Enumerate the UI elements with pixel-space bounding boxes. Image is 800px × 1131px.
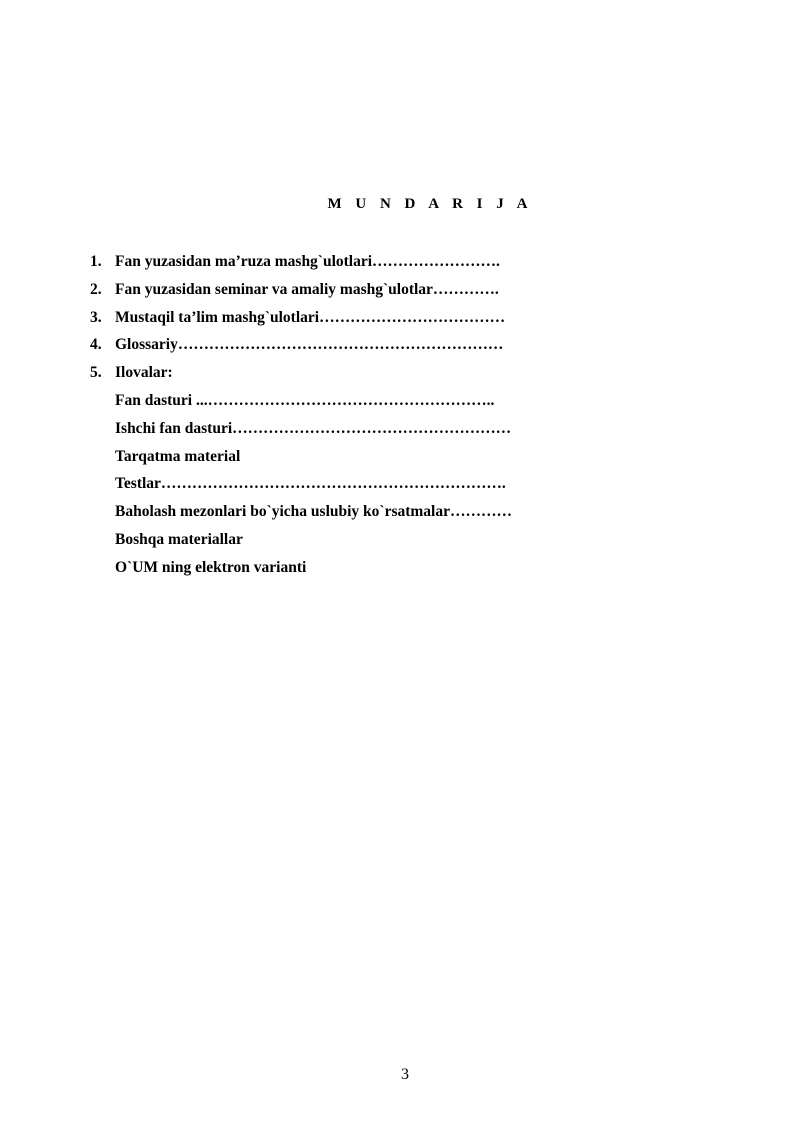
toc-subitem-text: O`UM ning elektron varianti [115, 558, 307, 576]
toc-item-number: 1. [90, 253, 102, 270]
toc-subitem-text: Testlar…………………………………………………………. [115, 475, 506, 493]
toc-item-text: Ilovalar: [115, 364, 173, 382]
toc-subitem-tarqatma-material [90, 447, 650, 475]
toc-item-number: 2. [90, 280, 102, 298]
toc-item-2 [90, 280, 650, 308]
toc-subitem-ishchi-fan-dasturi [90, 419, 650, 447]
toc-subitem-testlar [90, 474, 650, 502]
toc-item-text: Fan yuzasidan ma’ruza mashg`ulotlari……………………. [115, 253, 500, 270]
toc-subitem-text: Baholash mezonlari bo`yicha uslubiy ko`rsatmalar………… [115, 503, 512, 521]
toc-item-text: Glossariy……………………………………………………… [115, 336, 504, 354]
toc-item-number: 3. [90, 308, 102, 326]
toc-subitem-baholash-mezonlari [90, 502, 650, 530]
page-number: 3 [401, 1066, 409, 1083]
toc-item-1 [90, 252, 650, 280]
toc-subitem-text: Ishchi fan dasturi……………………………………………… [115, 419, 512, 437]
toc-subitem-boshqa-materiallar [90, 530, 650, 558]
toc-item-number: 5. [90, 364, 102, 382]
toc-item-text: Mustaqil ta’lim mashg`ulotlari……………………………… [115, 308, 506, 326]
toc-item-3 [90, 308, 650, 336]
toc-subitem-text: Fan dasturi ...……………………………………………….. [115, 391, 495, 409]
toc-item-5 [90, 363, 650, 391]
toc-subitem-text: Boshqa materiallar [115, 530, 243, 548]
toc-item-4 [90, 335, 650, 363]
toc-title: M U N D A R I J A [327, 196, 533, 212]
toc-item-text: Fan yuzasidan seminar va amaliy mashg`ulotlar…………. [115, 280, 499, 298]
toc-subitem-fan-dasturi [90, 391, 650, 419]
toc-subitem-text: Tarqatma material [115, 447, 241, 465]
table-of-contents [90, 252, 650, 586]
toc-subitem-oum-elektron-varianti [90, 558, 650, 586]
toc-item-number: 4. [90, 336, 102, 354]
